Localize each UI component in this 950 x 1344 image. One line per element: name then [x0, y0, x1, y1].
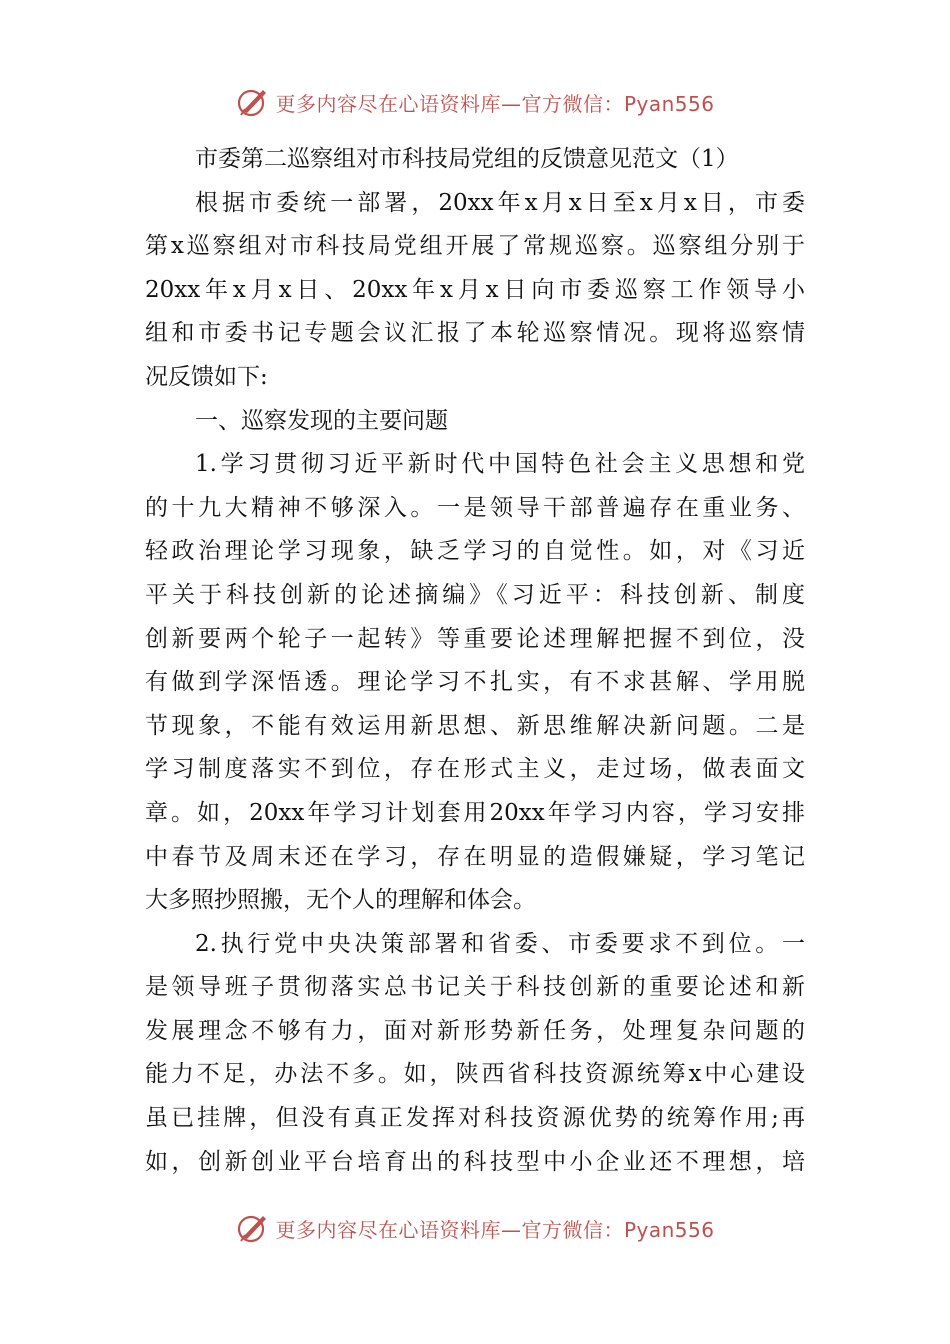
text-line: 虽已挂牌，但没有真正发挥对科技资源优势的统筹作用;再: [145, 1105, 805, 1132]
text-line: 组和市委书记专题会议汇报了本轮巡察情况。现将巡察情: [145, 320, 805, 347]
text-line: 平关于科技创新的论述摘编》《习近平：科技创新、制度: [145, 581, 805, 608]
quill-logo-icon: [235, 84, 271, 120]
text-line: 创新要两个轮子一起转》等重要论述理解把握不到位，没: [145, 625, 805, 652]
header-watermark-banner: [0, 80, 950, 124]
quill-logo-icon: [235, 1210, 271, 1246]
footer-watermark-banner: [0, 1206, 950, 1250]
document-body: [145, 138, 805, 1184]
text-line: 况反馈如下:: [145, 363, 268, 390]
text-line: 轻政治理论学习现象，缺乏学习的自觉性。如，对《习近: [145, 538, 805, 565]
watermark-text: 更多内容尽在心语资料库—官方微信：Pyan556: [275, 1217, 715, 1242]
text-line: 如，创新创业平台培育出的科技型中小企业还不理想，培: [145, 1148, 805, 1175]
text-line: 第x巡察组对市科技局党组开展了常规巡察。巡察组分别于: [145, 233, 805, 260]
text-line: 节现象，不能有效运用新思想、新思维解决新问题。二是: [145, 712, 805, 739]
text-line: 能力不足，办法不多。如，陕西省科技资源统筹x中心建设: [145, 1061, 805, 1088]
text-line: 的十九大精神不够深入。一是领导干部普遍存在重业务、: [145, 494, 805, 521]
watermark-text: 更多内容尽在心语资料库—官方微信：Pyan556: [275, 91, 715, 116]
text-line: 是领导班子贯彻落实总书记关于科技创新的重要论述和新: [145, 974, 805, 1001]
text-line: 2.执行党中央决策部署和省委、市委要求不到位。一: [195, 930, 805, 957]
text-line: 章。如，20xx年学习计划套用20xx年学习内容，学习安排: [145, 799, 805, 826]
text-line: 1.学习贯彻习近平新时代中国特色社会主义思想和党: [195, 451, 805, 478]
text-line: 中春节及周末还在学习，存在明显的造假嫌疑，学习笔记: [145, 843, 805, 870]
section-heading: 一、巡察发现的主要问题: [195, 407, 448, 434]
text-line: 根据市委统一部署，20xx年x月x日至x月x日，市委: [195, 189, 805, 216]
document-title: 市委第二巡察组对市科技局党组的反馈意见范文（1）: [195, 146, 739, 172]
text-line: 大多照抄照搬，无个人的理解和体会。: [145, 887, 536, 914]
text-line: 有做到学深悟透。理论学习不扎实，有不求甚解、学用脱: [145, 669, 805, 696]
text-line: 20xx年x月x日、20xx年x月x日向市委巡察工作领导小: [145, 276, 805, 303]
text-line: 学习制度落实不到位，存在形式主义，走过场，做表面文: [145, 756, 805, 783]
text-line: 发展理念不够有力，面对新形势新任务，处理复杂问题的: [145, 1017, 805, 1044]
